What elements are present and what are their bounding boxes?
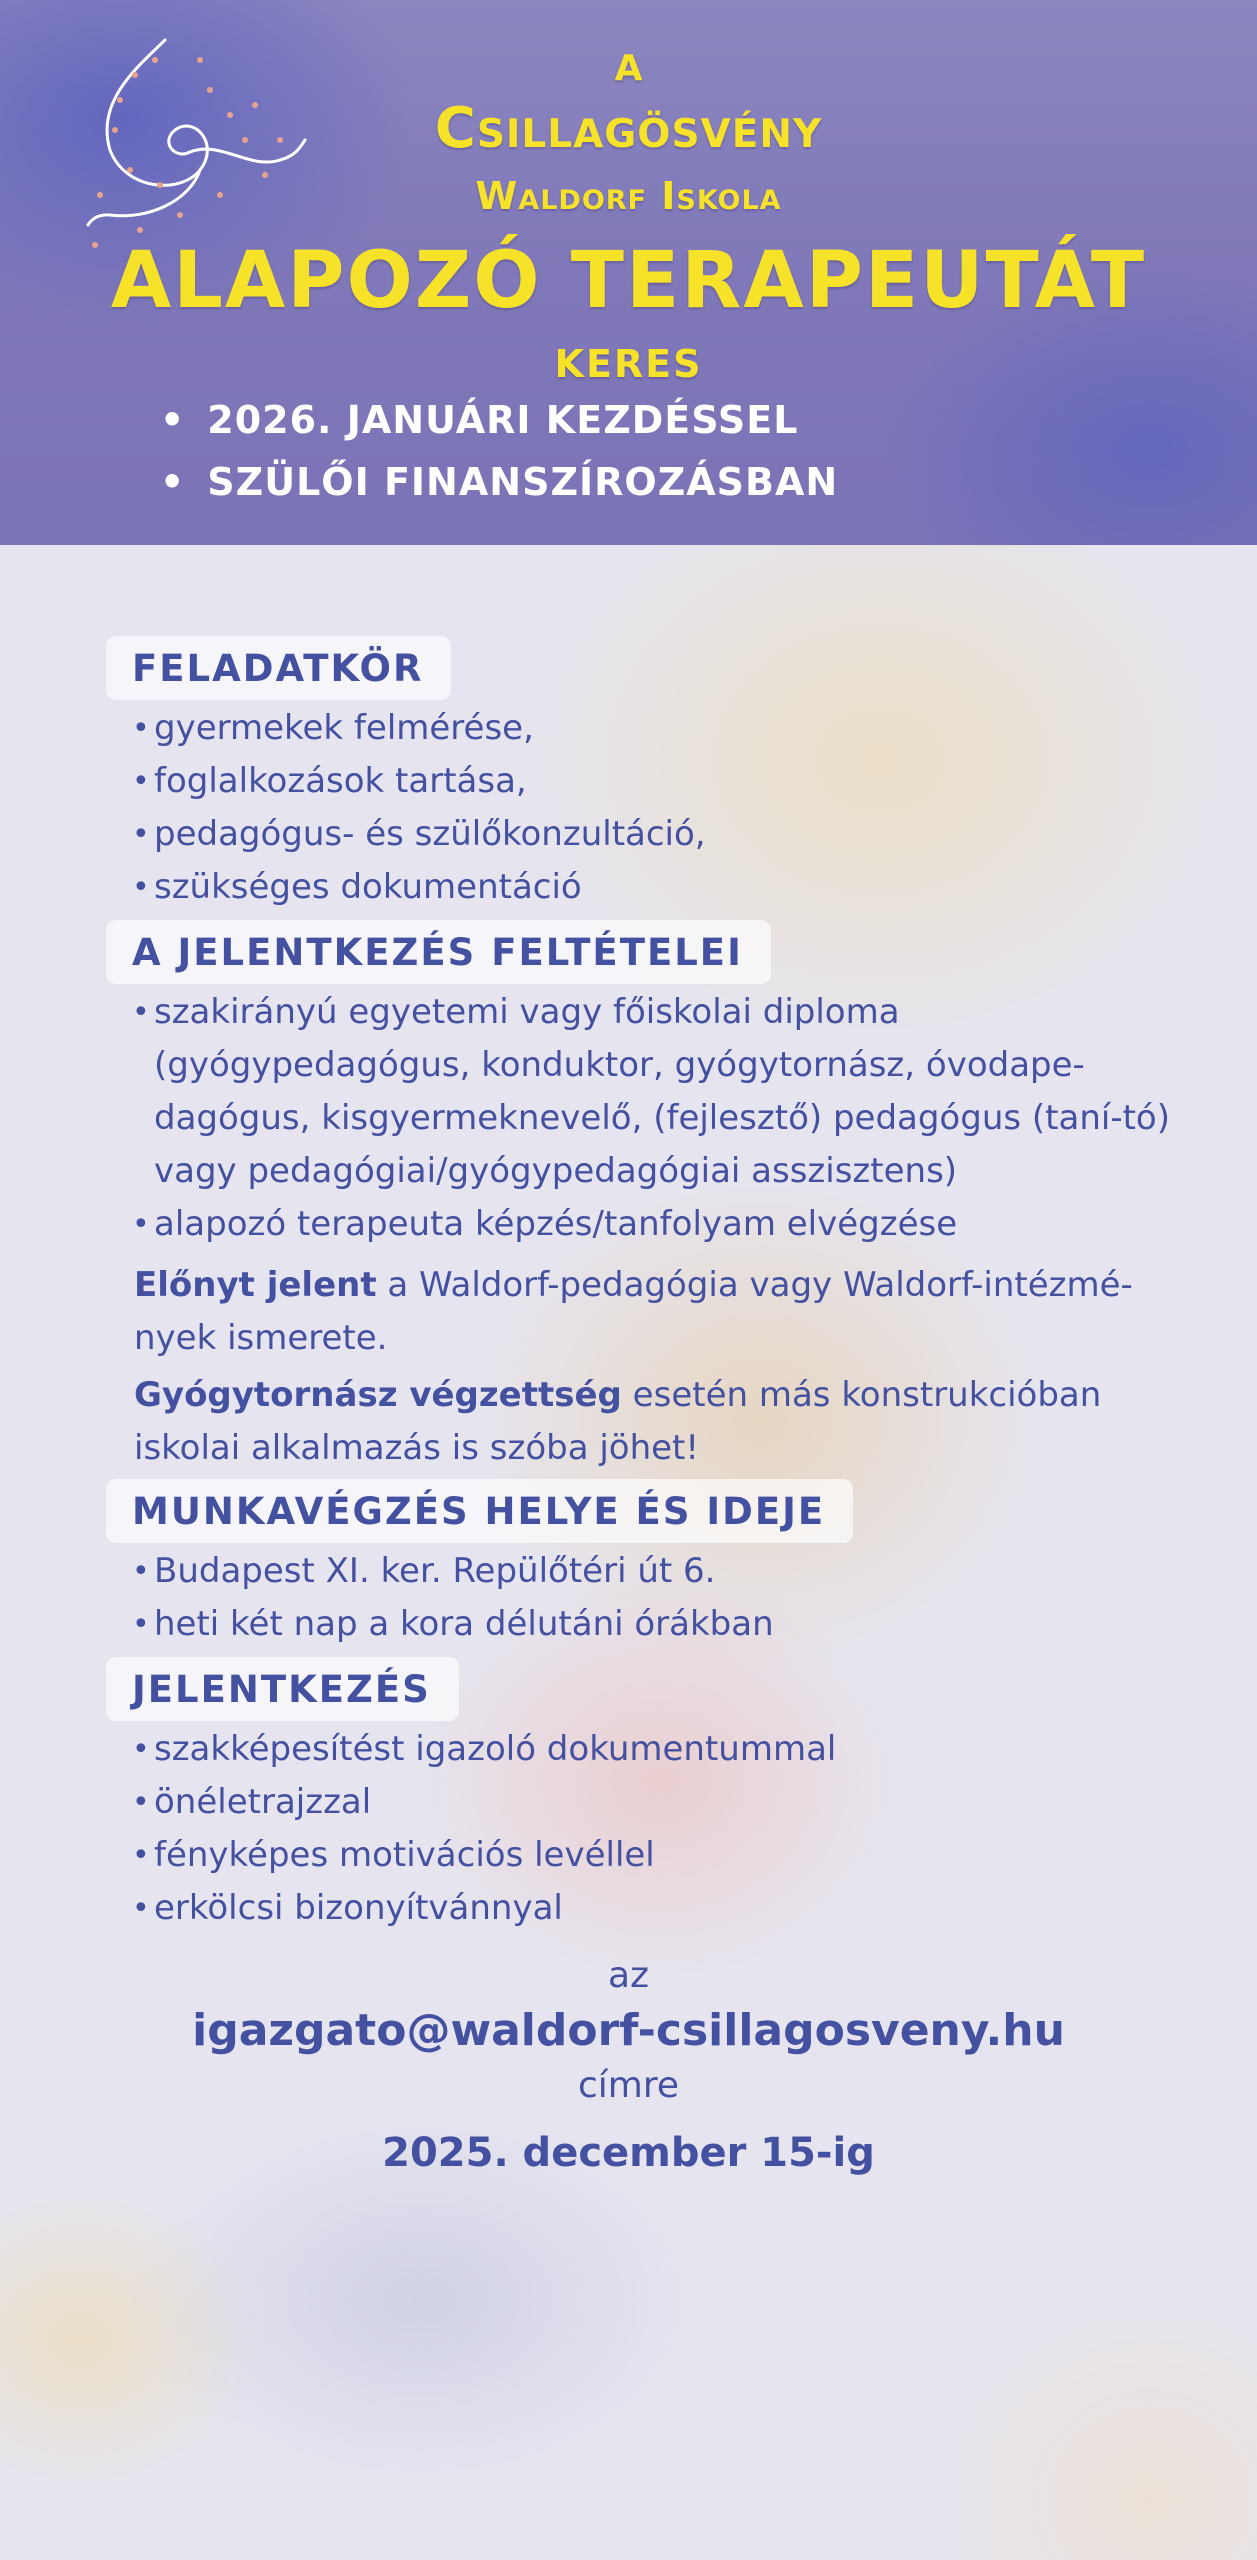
footer-cimre: címre (577, 2065, 680, 2106)
list-item: • alapozó terapeuta képzés/tanfolyam elvégzése (106, 1198, 1186, 1251)
list-item: • önéletrajzzal (106, 1776, 1186, 1829)
list-item: • szakképesítést igazoló dokumentummal (106, 1723, 1186, 1776)
footer-az: az (608, 1955, 649, 1996)
list-item: • gyermekek felmérése, (106, 702, 1186, 755)
list-item: • erkölcsi bizonyítvánnyal (106, 1882, 1186, 1935)
list-item: • szakirányú egyetemi vagy főiskolai diploma (gyógypedagógus, konduktor, gyógytornász, óvodape-dagógus, kisgyermeknevelő, (fejlesztő) pedagógus (taní-tó) vagy pedagógiai/gyógypedagógiai asszisztens) (106, 986, 1186, 1198)
list-item: • pedagógus- és szülőkonzultáció, (106, 808, 1186, 861)
school-name: Csillagösvény (434, 96, 823, 161)
position-title: ALAPOZÓ TERAPEUTÁT (110, 236, 1147, 326)
duties-list (106, 702, 1186, 914)
list-item: • Budapest XI. ker. Repülőtéri út 6. (106, 1545, 1186, 1598)
list-item: • heti két nap a kora délutáni órákban (106, 1598, 1186, 1651)
physio-text: esetén más konstrukcióban iskolai alkalmazás is szóba jöhet! (134, 1375, 1102, 1468)
contact-email-link[interactable]: igazgato@waldorf-csillagosveny.hu (192, 2005, 1065, 2056)
school-type: Waldorf Iskola (475, 174, 782, 218)
section-title-workplace: MUNKAVÉGZÉS HELYE ÉS IDEJE (106, 1479, 853, 1543)
physio-bold: Gyógytornász végzettség (134, 1375, 622, 1415)
section-title-application: JELENTKEZÉS (106, 1657, 459, 1721)
header-bullet: • SZÜLŐI FINANSZÍROZÁSBAN (160, 460, 838, 522)
advantage-text: a Waldorf-pedagógia vagy Waldorf-intézmé-nyek ismerete. (134, 1265, 1133, 1358)
list-item: • fényképes motivációs levéllel (106, 1829, 1186, 1882)
list-item: • foglalkozások tartása, (106, 755, 1186, 808)
requirements-list (106, 986, 1186, 1251)
workplace-list (106, 1545, 1186, 1651)
section-title-requirements: A JELENTKEZÉS FELTÉTELEI (106, 920, 771, 984)
title-article: A (614, 48, 643, 89)
advantage-bold: Előnyt jelent (134, 1265, 377, 1305)
keres-label: KERES (554, 342, 703, 386)
main-content (106, 636, 1186, 1941)
list-item: • szükséges dokumentáció (106, 861, 1186, 914)
header-banner (0, 0, 1257, 545)
section-title-duties: FELADATKÖR (106, 636, 451, 700)
header-bullets (160, 398, 838, 522)
application-list (106, 1723, 1186, 1935)
footer-contact (0, 1950, 1257, 2188)
header-bullet: • 2026. JANUÁRI KEZDÉSSEL (160, 398, 838, 460)
deadline-date: 2025. december 15-ig (382, 2130, 875, 2176)
advantage-note (106, 1259, 1186, 1365)
physio-note (106, 1369, 1186, 1475)
